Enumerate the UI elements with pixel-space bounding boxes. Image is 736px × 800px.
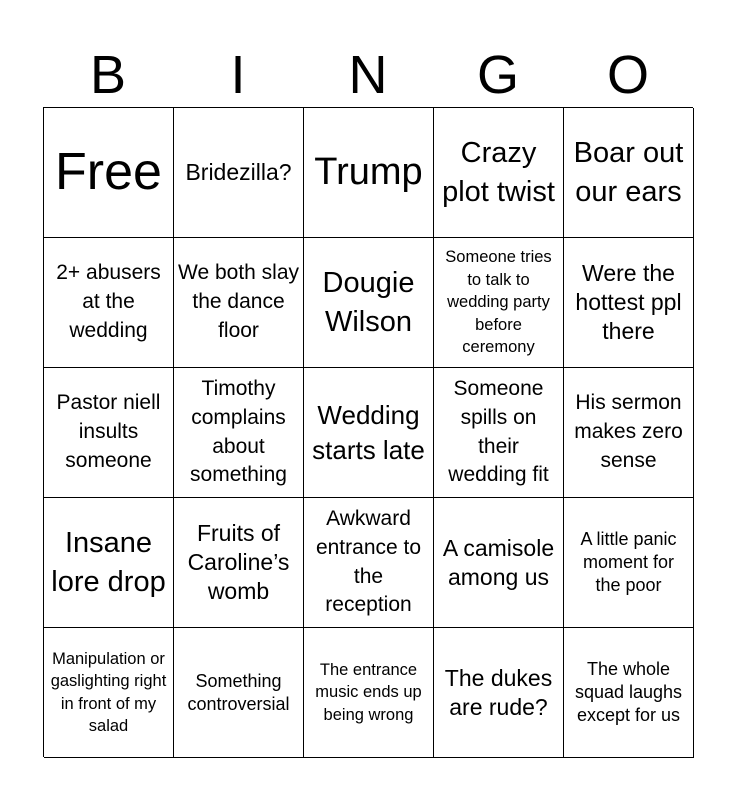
bingo-cell[interactable] <box>434 238 564 368</box>
bingo-cell-text: Manipulation or gaslighting right in front of my salad <box>50 649 167 735</box>
bingo-cell-text: A camisole among us <box>442 534 555 590</box>
bingo-cell-text: The whole squad laughs except for us <box>574 659 683 725</box>
bingo-cell-text: The entrance music ends up being wrong <box>315 660 422 724</box>
bingo-cell-text: Timothy complains about something <box>190 376 287 487</box>
bingo-cell[interactable] <box>434 498 564 628</box>
bingo-cell-text: Dougie Wilson <box>322 266 415 338</box>
bingo-cell-text: Someone tries to talk to wedding party before ceremony <box>445 248 552 357</box>
bingo-cell-text: Someone spills on their wedding fit <box>448 376 549 487</box>
bingo-cell-text: Insane lore drop <box>51 526 166 598</box>
bingo-cell[interactable] <box>44 238 174 368</box>
bingo-cell[interactable] <box>304 108 434 238</box>
bingo-cell[interactable] <box>564 368 694 498</box>
header-letter-i: I <box>230 45 246 105</box>
bingo-cell[interactable] <box>564 238 694 368</box>
bingo-cell-text: Free <box>55 142 162 201</box>
bingo-cell[interactable] <box>434 368 564 498</box>
bingo-cell-text: Crazy plot twist <box>442 136 555 208</box>
bingo-cell[interactable] <box>44 368 174 498</box>
bingo-cell[interactable] <box>304 238 434 368</box>
bingo-cell[interactable] <box>44 628 174 758</box>
bingo-cell[interactable] <box>304 628 434 758</box>
bingo-cell[interactable] <box>304 498 434 628</box>
header-letter-o: O <box>606 45 649 105</box>
bingo-cell-text: Something controversial <box>187 670 290 714</box>
bingo-cell-text: His sermon makes zero sense <box>574 391 683 472</box>
bingo-cell[interactable] <box>564 628 694 758</box>
bingo-cell-text: A little panic moment for the poor <box>580 529 677 595</box>
bingo-cell[interactable] <box>174 628 304 758</box>
bingo-cell[interactable] <box>564 108 694 238</box>
bingo-cell[interactable] <box>174 368 304 498</box>
bingo-cell-text: The dukes are rude? <box>444 664 553 720</box>
bingo-cell[interactable] <box>174 238 304 368</box>
bingo-cell[interactable] <box>564 498 694 628</box>
bingo-cell[interactable] <box>304 368 434 498</box>
header-letter-g: G <box>476 45 519 105</box>
bingo-cell-free-space[interactable] <box>44 108 174 238</box>
bingo-cell-text: Fruits of Caroline’s womb <box>187 520 290 604</box>
bingo-cell-text: Were the hottest ppl there <box>575 260 682 344</box>
bingo-cell[interactable] <box>434 108 564 238</box>
bingo-cell-text: Trump <box>314 150 423 193</box>
bingo-cell[interactable] <box>174 108 304 238</box>
bingo-cell[interactable] <box>174 498 304 628</box>
bingo-grid <box>43 107 693 757</box>
header-letter-n: N <box>348 45 388 105</box>
bingo-cell[interactable] <box>44 498 174 628</box>
bingo-cell-text: Bridezilla? <box>185 159 292 186</box>
bingo-cell-text: Wedding starts late <box>312 400 425 465</box>
bingo-cell[interactable] <box>434 628 564 758</box>
bingo-cell-text: Boar out our ears <box>573 136 684 208</box>
header-letter-b: B <box>89 45 127 105</box>
bingo-cell-text: We both slay the dance floor <box>178 261 300 342</box>
bingo-header <box>43 44 693 106</box>
bingo-cell-text: 2+ abusers at the wedding <box>56 261 161 342</box>
bingo-cell-text: Awkward entrance to the reception <box>315 506 422 617</box>
bingo-cell-text: Pastor niell insults someone <box>56 391 161 472</box>
